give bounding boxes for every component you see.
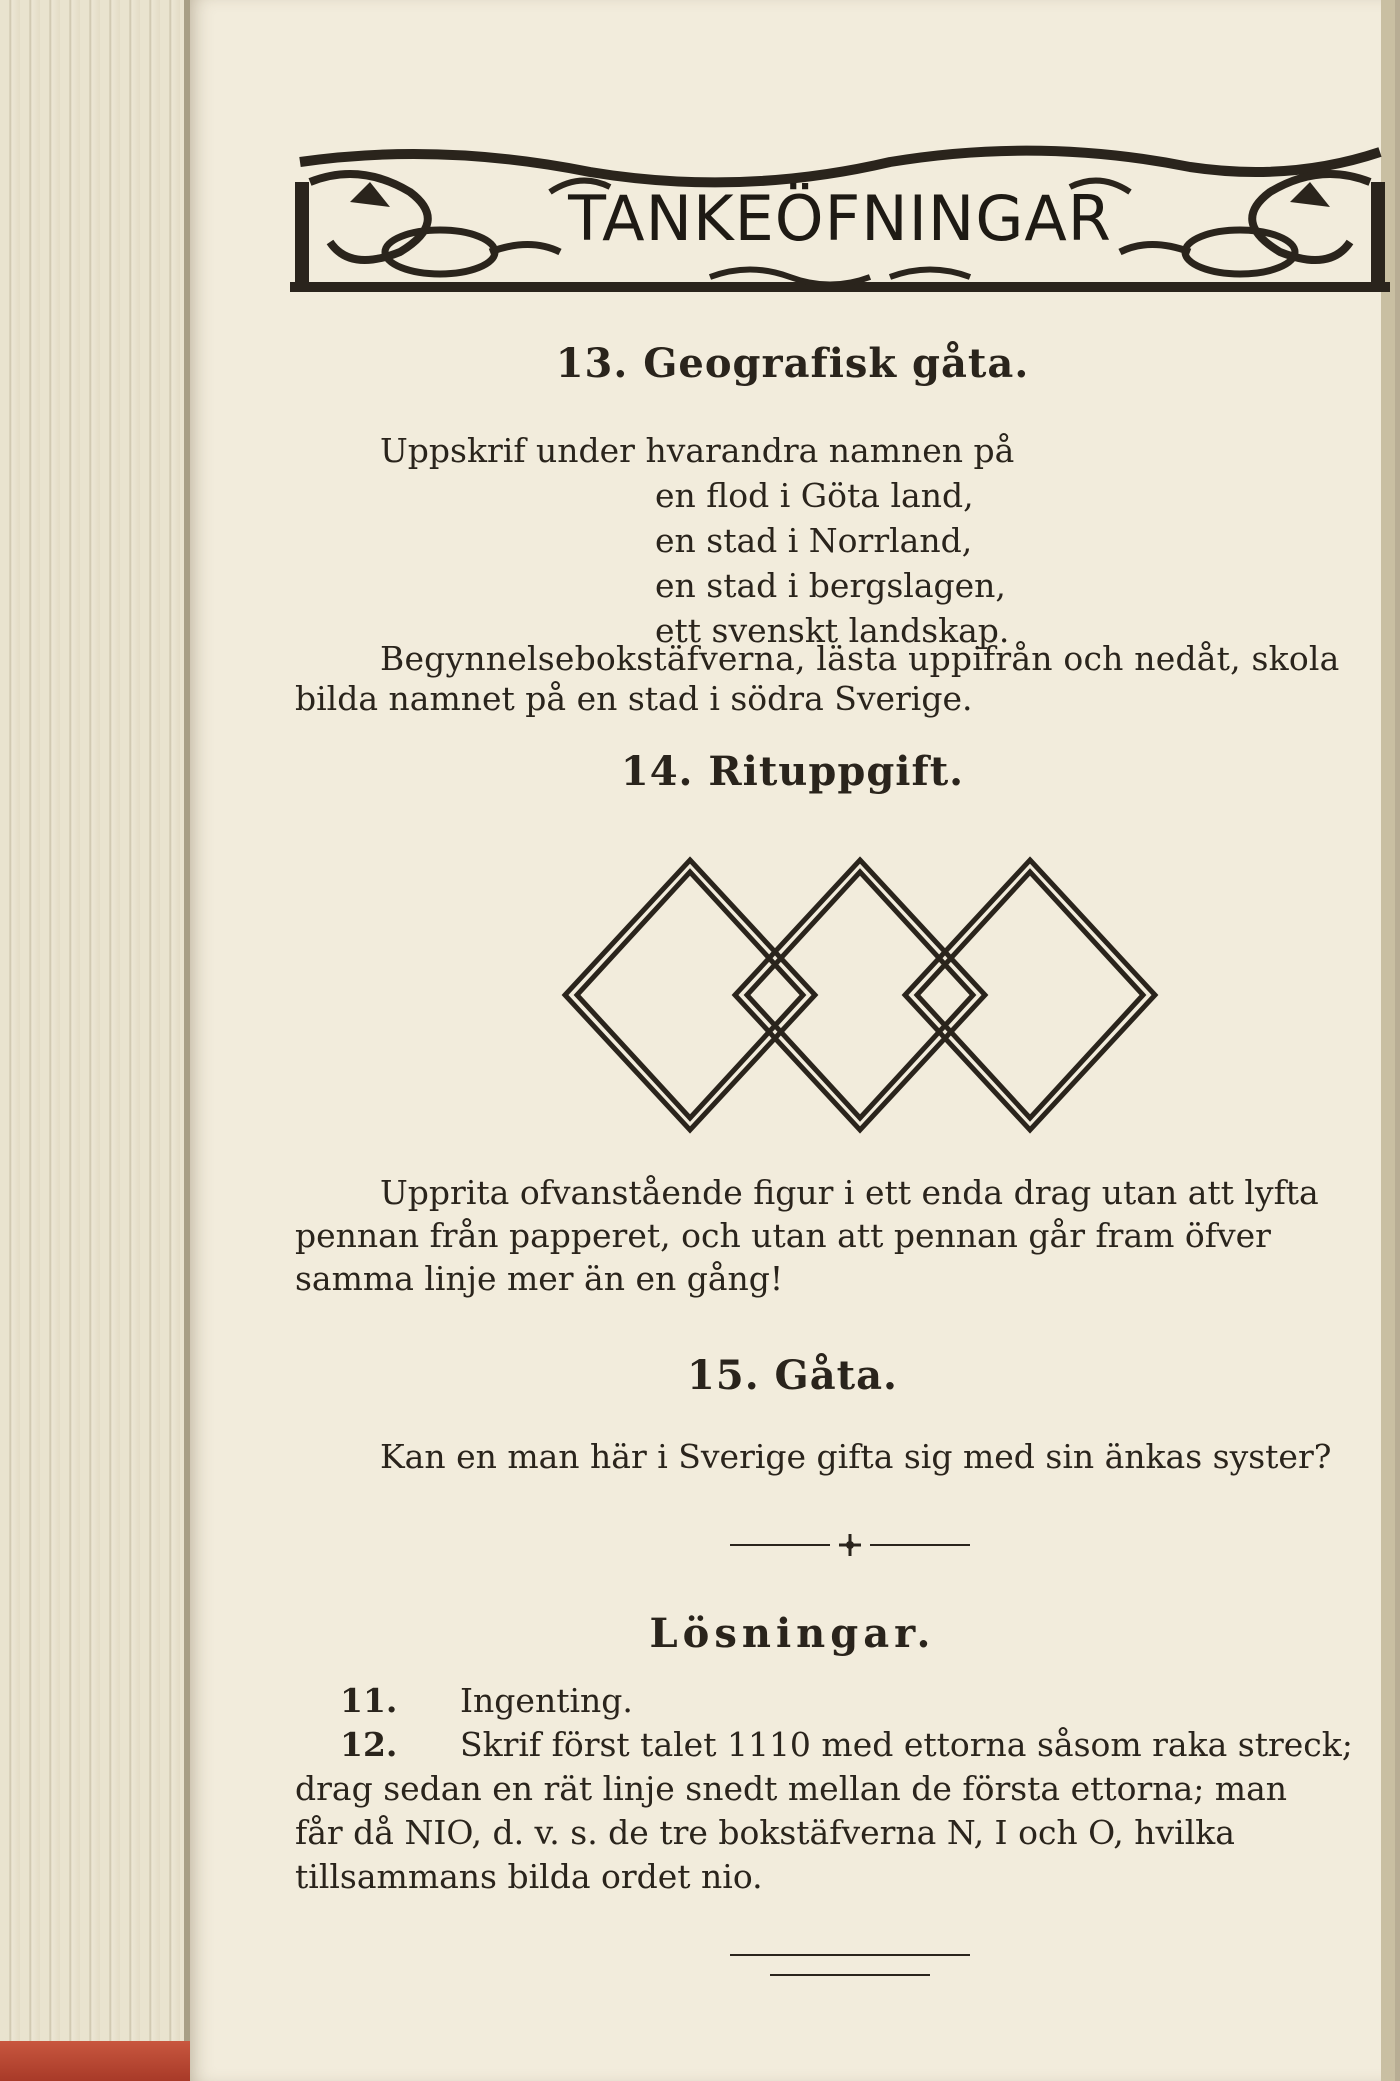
section-15-heading: 15. Gåta.	[687, 1352, 898, 1399]
book-cover-edge	[0, 2041, 190, 2081]
cross-divider-icon	[730, 1530, 970, 1560]
solution-line: Ingenting.	[460, 1681, 633, 1720]
section-14-heading: 14. Rituppgift.	[620, 748, 965, 795]
solution-line: drag sedan en rät linje snedt mellan de första ettorna; man	[295, 1769, 1288, 1808]
solution-line: Skrif först talet 1110 med ettorna såsom raka streck;	[460, 1725, 1353, 1764]
book-page	[190, 0, 1395, 2081]
section-14-line: Upprita ofvanstående figur i ett enda drag utan att lyfta	[380, 1173, 1319, 1212]
section-13-line: Uppskrif under hvarandra namnen på	[380, 431, 1015, 470]
section-13-line: en stad i bergslagen,	[655, 566, 1006, 605]
solution-line: får då NIO, d. v. s. de tre bokstäfverna N, I och O, hvilka	[295, 1813, 1235, 1852]
diamond-figure-icon	[560, 855, 1180, 1135]
section-15-line: Kan en man här i Sverige gifta sig med sin änkas syster?	[380, 1437, 1332, 1476]
double-rule-icon	[730, 1950, 970, 1980]
section-13-line: ett svenskt landskap.	[655, 611, 1010, 650]
drawing-figure	[560, 855, 1180, 1135]
solution-number: 12.	[340, 1725, 398, 1764]
divider-ornament	[730, 1530, 970, 1560]
section-14-line: samma linje mer än en gång!	[295, 1259, 784, 1298]
section-13-heading: 13. Geografisk gåta.	[555, 340, 1030, 387]
end-rules	[730, 1950, 970, 1980]
banner-title: TANKEÖFNINGAR	[568, 182, 1112, 255]
ornamental-banner	[290, 142, 1390, 302]
section-13-line: en stad i Norrland,	[655, 521, 973, 560]
section-13-line: Begynnelsebokstäfverna, lästa uppifrån och nedåt, skola	[380, 639, 1340, 678]
section-13-line: bilda namnet på en stad i södra Sverige.	[295, 679, 973, 718]
page-edges	[0, 0, 190, 2081]
solution-number: 11.	[340, 1681, 398, 1720]
page-right-edge	[1381, 0, 1395, 2081]
solution-line: tillsammans bilda ordet nio.	[295, 1857, 763, 1896]
section-14-line: pennan från papperet, och utan att pennan går fram öfver	[295, 1216, 1271, 1255]
solutions-heading: Lösningar.	[649, 1610, 936, 1657]
section-13-line: en flod i Göta land,	[655, 476, 974, 515]
